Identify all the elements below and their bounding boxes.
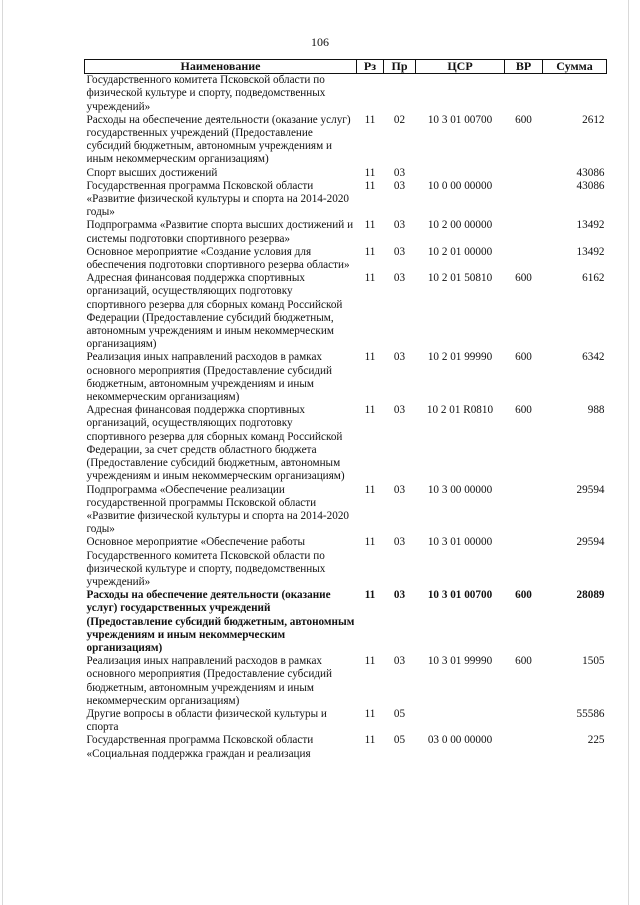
row-csr: 10 3 01 99990: [427, 655, 493, 668]
scan-edge-left: [2, 0, 3, 905]
row-pr: 02: [393, 113, 406, 126]
row-rz: 11: [364, 483, 376, 496]
row-pr: 03: [393, 219, 406, 232]
page-number: 106: [311, 35, 329, 49]
row-name: Государственная программа Псковской области «Социальная поддержка граждан и реализация: [86, 734, 314, 760]
table-row: [85, 219, 607, 245]
row-name: Адресная финансовая поддержка спортивных организаций, осуществляющих подготовку спортивного резерва для сборных команд Российской Федерации (Предоставление субсидий бюджетным, автономным учреждениям и иным некоммерческим организациям): [86, 272, 343, 351]
row-sum: 13492: [576, 245, 605, 258]
row-csr: [416, 74, 505, 114]
row-sum: 988: [587, 404, 605, 417]
row-csr: 10 2 00 00000: [427, 219, 493, 232]
row-sum: 29594: [576, 483, 605, 496]
row-sum: 2612: [582, 113, 605, 126]
row-vr: 600: [515, 404, 532, 417]
row-csr: 10 2 01 00000: [427, 245, 493, 258]
header-pr: Пр: [384, 60, 416, 74]
row-name: Государственная программа Псковской области «Развитие физической культуры и спорта на 2014-2020 годы»: [86, 179, 350, 219]
row-rz: 11: [364, 707, 376, 720]
table-row: [85, 351, 607, 404]
row-vr: 600: [515, 589, 532, 602]
row-sum: 28089: [576, 589, 605, 602]
row-rz: 11: [364, 351, 376, 364]
row-pr: 03: [393, 536, 406, 549]
header-name: Наименование: [85, 60, 357, 74]
row-csr: 03 0 00 00000: [427, 734, 493, 747]
row-sum: 13492: [576, 219, 605, 232]
row-name: Подпрограмма «Обеспечение реализации государственной программы Псковской области «Развитие физической культуры и спорта на 2014-2020 годы»: [86, 483, 350, 536]
row-pr: 05: [393, 707, 406, 720]
row-name: Спорт высших достижений: [86, 166, 218, 179]
row-vr: [505, 246, 543, 272]
row-name: Государственного комитета Псковской области по физической культуре и спорту, подведомственных учреждений»: [86, 74, 326, 113]
row-name: Реализация иных направлений расходов в рамках основного мероприятия (Предоставление субсидий бюджетным, автономным учреждениям и иным некоммерческим организациям): [86, 655, 332, 707]
row-sum: 6342: [582, 351, 605, 364]
row-sum: 1505: [582, 655, 605, 668]
row-vr: 600: [515, 113, 532, 126]
row-rz: [357, 74, 384, 114]
row-csr: 10 3 01 00700: [427, 113, 493, 126]
table-row: [85, 74, 607, 114]
row-vr: [505, 219, 543, 245]
row-sum: 43086: [576, 166, 605, 179]
row-csr: 10 3 01 00000: [427, 536, 493, 549]
row-sum: 29594: [576, 536, 605, 549]
row-vr: [505, 708, 543, 734]
row-csr: 10 3 00 00000: [427, 483, 493, 496]
row-rz: 11: [364, 404, 376, 417]
row-rz: 11: [364, 655, 376, 668]
row-vr: 600: [515, 351, 532, 364]
row-rz: 11: [364, 179, 376, 192]
row-rz: 11: [364, 219, 376, 232]
table-row: [85, 180, 607, 220]
table-row: [85, 114, 607, 167]
row-sum: [543, 74, 607, 114]
table-row: [85, 246, 607, 272]
row-rz: 11: [364, 734, 376, 747]
scan-edge-right: [628, 0, 629, 905]
row-vr: [505, 734, 543, 760]
row-csr: 10 3 01 00700: [427, 589, 493, 602]
table-row: [85, 708, 607, 734]
row-rz: 11: [364, 245, 376, 258]
row-vr: 600: [515, 655, 532, 668]
row-pr: 03: [393, 483, 406, 496]
header-rz: Рз: [357, 60, 384, 74]
table-row: [85, 404, 607, 483]
row-vr: [505, 167, 543, 180]
table-row: [85, 734, 607, 760]
row-pr: 03: [393, 655, 406, 668]
row-sum: 6162: [582, 272, 605, 285]
row-rz: 11: [364, 113, 376, 126]
row-rz: 11: [364, 166, 376, 179]
budget-table: [84, 59, 607, 761]
row-rz: 11: [364, 272, 376, 285]
row-pr: 03: [393, 179, 406, 192]
row-pr: 03: [393, 404, 406, 417]
row-name: Реализация иных направлений расходов в рамках основного мероприятия (Предоставление субсидий бюджетным, автономным учреждениям и иным некоммерческим организациям): [86, 351, 332, 404]
row-sum: 43086: [576, 179, 605, 192]
header-csr: ЦСР: [416, 60, 505, 74]
header-vr: ВР: [505, 60, 543, 74]
row-sum: 225: [587, 734, 605, 747]
row-csr: 10 0 00 00000: [427, 179, 493, 192]
row-pr: 03: [393, 245, 406, 258]
table-row: [85, 484, 607, 537]
table-row: [85, 589, 607, 655]
row-name: Основное мероприятие «Создание условия для обеспечения подготовки спортивного резерва области»: [86, 245, 350, 272]
row-csr: 10 2 01 50810: [427, 272, 493, 285]
row-name: Другие вопросы в области физической культуры и спорта: [86, 707, 327, 734]
table-row: [85, 167, 607, 180]
row-csr: 10 2 01 R0810: [426, 404, 494, 417]
row-csr: [416, 167, 505, 180]
table-row: [85, 272, 607, 351]
table-header-row: [85, 60, 607, 74]
header-sum: Сумма: [543, 60, 607, 74]
row-name: Подпрограмма «Развитие спорта высших достижений и системы подготовки спортивного резерва»: [86, 219, 354, 245]
row-pr: 03: [393, 589, 406, 602]
row-csr: [416, 708, 505, 734]
row-csr: 10 2 01 99990: [427, 351, 493, 364]
row-rz: 11: [364, 589, 376, 602]
row-name: Адресная финансовая поддержка спортивных организаций, осуществляющих подготовку спортивного резерва для сборных команд Российской Федерации, за счет средств областного бюджета (Предоставление субсидий бюджетным, автономным учреждениям и иным некоммерческим организациям): [86, 404, 345, 483]
row-pr: 03: [393, 351, 406, 364]
row-name: Основное мероприятие «Обеспечение работы Государственного комитета Псковской области по физической культуре и спорту, подведомственных учреждений»: [86, 536, 326, 588]
row-pr: 05: [393, 734, 406, 747]
row-vr: [505, 536, 543, 589]
row-pr: 03: [393, 272, 406, 285]
table-row: [85, 655, 607, 708]
row-vr: [505, 484, 543, 537]
row-name: Расходы на обеспечение деятельности (оказание услуг) государственных учреждений (Предоставление субсидий бюджетным, автономным учреждениям и иным некоммерческим организациям): [86, 589, 355, 654]
row-vr: [505, 74, 543, 114]
row-name: Расходы на обеспечение деятельности (оказание услуг) государственных учреждений (Предоставление субсидий бюджетным, автономным учреждениям и иным некоммерческим организациям): [86, 113, 351, 166]
row-vr: 600: [515, 272, 532, 285]
row-pr: 03: [393, 166, 406, 179]
row-pr: [384, 74, 416, 114]
row-rz: 11: [364, 536, 376, 549]
row-vr: [505, 180, 543, 220]
table-row: [85, 536, 607, 589]
row-sum: 55586: [576, 707, 605, 720]
